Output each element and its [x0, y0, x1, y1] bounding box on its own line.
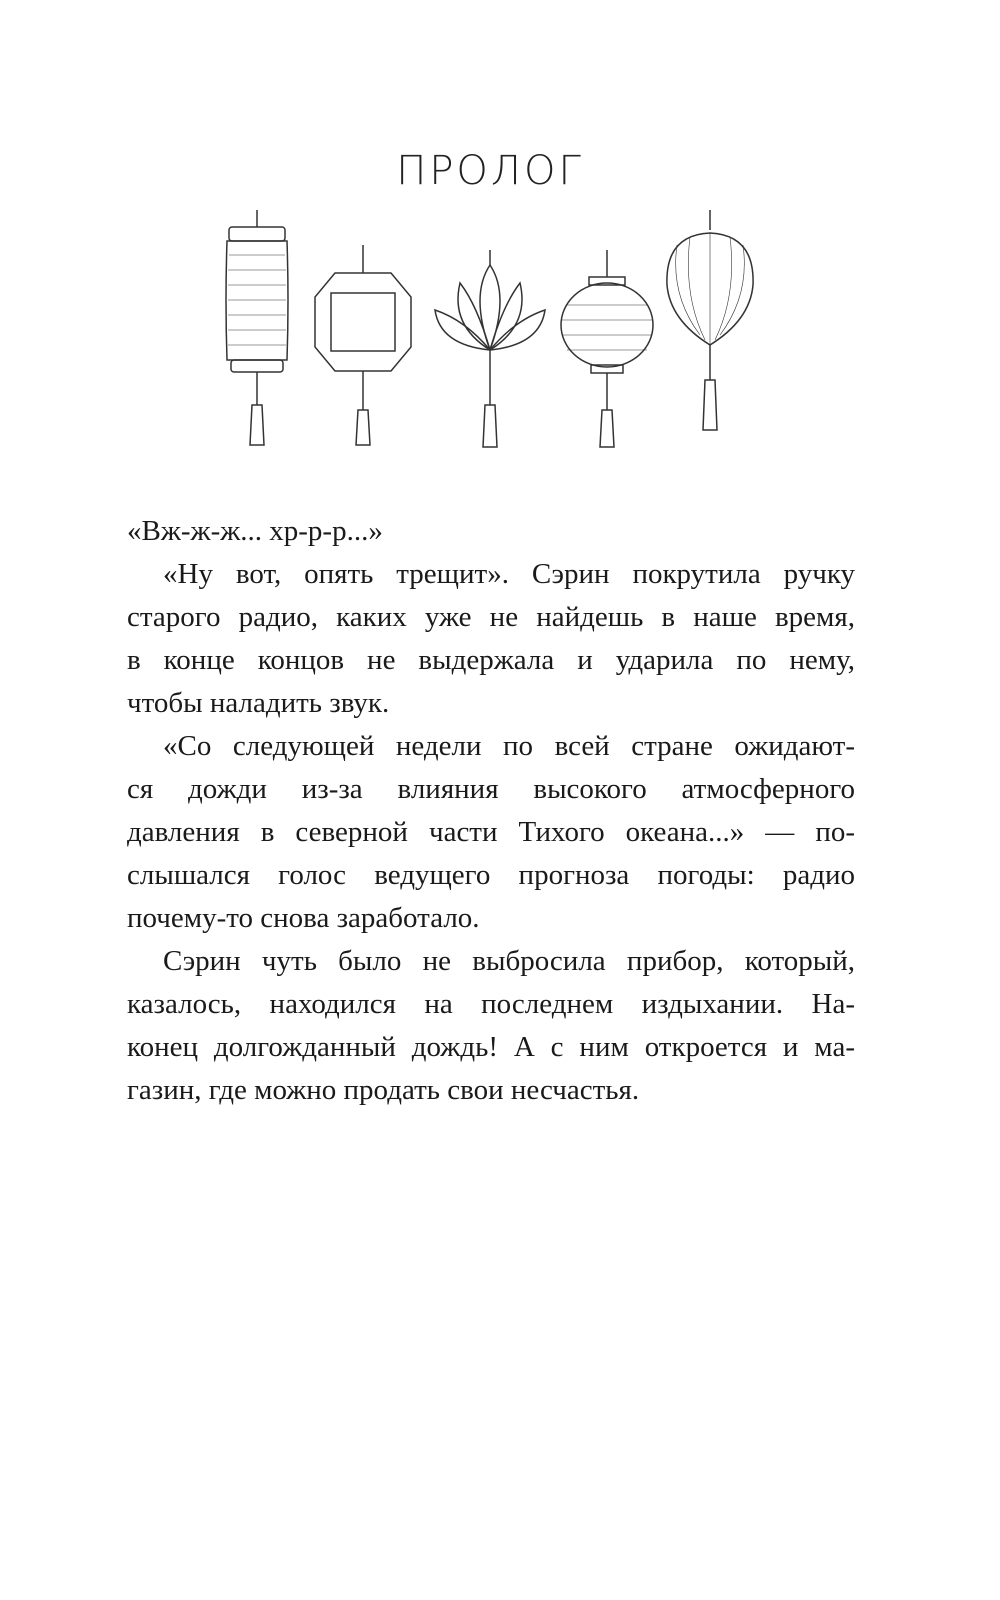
- text-line: конец долгожданный дождь! А с ним откроется и ма-: [127, 1031, 855, 1063]
- text-line: давления в северной части Тихого океана...» — по-: [127, 816, 855, 848]
- text-line: почему-то снова заработало.: [127, 902, 480, 934]
- round-lantern-icon: [561, 250, 653, 447]
- chapter-title: ПРОЛОГ: [396, 148, 584, 194]
- text-line: слышался голос ведущего прогноза погоды: радио: [127, 859, 855, 891]
- cylinder-lantern-icon: [226, 210, 288, 445]
- text-line: «Ну вот, опять трещит». Сэрин покрутила ручку: [163, 558, 855, 590]
- text-line: газин, где можно продать свои несчастья.: [127, 1074, 640, 1106]
- text-line: в конце концов не выдержала и ударила по нему,: [127, 644, 855, 676]
- teardrop-lantern-icon: [667, 210, 753, 430]
- text-line: старого радио, каких уже не найдешь в наше время,: [127, 601, 855, 633]
- lanterns-illustration: [215, 205, 775, 455]
- lotus-lantern-icon: [435, 250, 545, 447]
- octagon-lantern-icon: [315, 245, 411, 445]
- text-line: ся дожди из-за влияния высокого атмосферного: [127, 773, 855, 805]
- text-line: Сэрин чуть было не выбросила прибор, который,: [163, 945, 855, 977]
- prologue-text: [127, 510, 855, 1112]
- text-line: «Со следующей недели по всей стране ожидают-: [163, 730, 855, 762]
- text-line: казалось, находился на последнем издыхании. На-: [127, 988, 855, 1020]
- text-line: «Вж-ж-ж... хр-р-р...»: [127, 515, 383, 547]
- text-line: чтобы наладить звук.: [127, 687, 390, 719]
